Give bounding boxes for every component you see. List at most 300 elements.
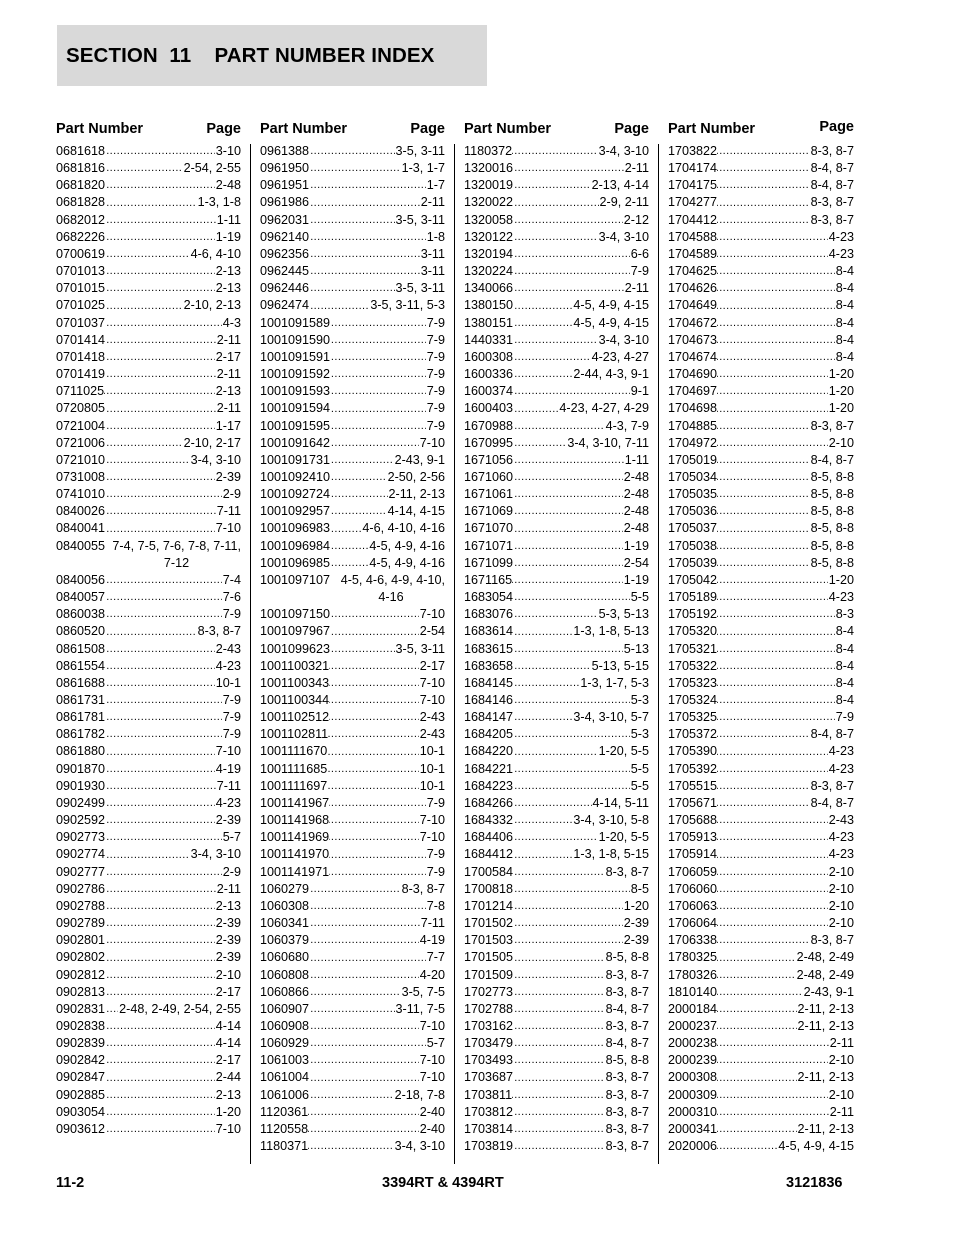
- page-refs: [513, 1035, 649, 1052]
- page-refs-text: 2-48: [623, 487, 649, 502]
- page-refs-text: 2-10: [828, 1087, 854, 1102]
- page-refs: [717, 366, 854, 383]
- part-number: 1001091595: [260, 418, 331, 433]
- column-header: [56, 119, 241, 143]
- index-row: [668, 932, 854, 949]
- part-number: 0962031: [260, 212, 310, 227]
- page-refs: [717, 1121, 854, 1138]
- part-number: 0860520: [56, 624, 106, 639]
- page-refs-text: 4-6, 4-10: [190, 246, 241, 261]
- part-number: 1671071: [464, 538, 514, 553]
- index-row: [464, 332, 649, 349]
- index-row: [464, 915, 649, 932]
- part-number: 2020006: [668, 1139, 718, 1154]
- page-refs-text: 7-9: [426, 401, 445, 416]
- index-row: [56, 984, 241, 1001]
- page-refs-text: 4-5, 4-9, 4-15: [778, 1139, 854, 1154]
- page-refs: [105, 641, 241, 658]
- index-row: [464, 194, 649, 211]
- index-row: [668, 315, 854, 332]
- page-refs-text: 1-20: [828, 384, 854, 399]
- page-refs-text: 4-23: [828, 229, 854, 244]
- part-number: 1705038: [668, 538, 718, 553]
- part-number: 2000184: [668, 1001, 718, 1016]
- column-header: [260, 119, 445, 143]
- page-refs: [513, 846, 649, 863]
- page-refs: [308, 1138, 445, 1155]
- index-column-3: [464, 119, 649, 1155]
- page-refs: [104, 383, 241, 400]
- page-refs: [513, 486, 649, 503]
- index-row: [668, 452, 854, 469]
- index-row: [464, 743, 649, 760]
- page-refs: [309, 143, 445, 160]
- page-refs: [309, 915, 445, 932]
- page-refs-text: 2-43: [419, 710, 445, 725]
- page-refs: [513, 1069, 649, 1086]
- part-number: 0902786: [56, 881, 106, 896]
- index-row: [260, 641, 445, 658]
- page-refs-text: 8-4: [835, 658, 854, 673]
- part-number: 1704626: [668, 281, 718, 296]
- index-row: [56, 486, 241, 503]
- page-refs: [717, 846, 854, 863]
- page-refs-text: 2-10: [828, 916, 854, 931]
- index-row: [464, 435, 649, 452]
- page-refs: [513, 864, 649, 881]
- page-refs-text: 2-39: [215, 469, 241, 484]
- part-number: 1684146: [464, 693, 514, 707]
- page-refs: [309, 212, 445, 229]
- part-number: 1001092724: [260, 487, 331, 502]
- index-row: [260, 1104, 445, 1121]
- index-row: [260, 366, 445, 383]
- page-refs: [105, 778, 241, 795]
- page-refs: [513, 538, 649, 555]
- page-refs: [309, 967, 445, 984]
- index-row: [668, 143, 854, 160]
- page-refs-text: 2-13: [215, 281, 241, 296]
- part-number: 1671056: [464, 452, 514, 467]
- page-refs-text: 7-10: [419, 607, 445, 622]
- index-row: [260, 246, 445, 263]
- index-row: [464, 572, 649, 589]
- page-refs: [717, 572, 854, 589]
- page-refs: [330, 486, 445, 503]
- index-row: [464, 469, 649, 486]
- page-refs-text: 8-4: [835, 641, 854, 656]
- index-list: [668, 143, 854, 1155]
- index-row: [56, 469, 241, 486]
- page-refs-text: 2-17: [215, 1053, 241, 1068]
- page-refs: [105, 932, 241, 949]
- page-refs: [105, 503, 241, 520]
- column-divider: [658, 144, 659, 1164]
- page-refs-text: 8-3, 8-7: [605, 984, 649, 999]
- part-number: 1001141970: [260, 847, 330, 862]
- index-row: [668, 743, 854, 760]
- page-refs-text: 7-10: [419, 693, 445, 707]
- page-refs-text: 1-3, 1-7: [401, 161, 445, 176]
- index-row: [668, 778, 854, 795]
- part-number: 1705390: [668, 744, 718, 759]
- part-number: 1001096985: [260, 555, 331, 570]
- part-number: 1683615: [464, 641, 514, 656]
- page-refs: [105, 829, 241, 846]
- part-number: 1320224: [464, 264, 514, 279]
- index-row: [464, 726, 649, 743]
- part-number: 0902774: [56, 847, 106, 862]
- page-refs-text: 4-23: [215, 658, 241, 673]
- page-refs: [105, 177, 241, 194]
- part-number: 1810140: [668, 984, 718, 999]
- index-row: [56, 366, 241, 383]
- part-number: 1705037: [668, 521, 718, 536]
- page-refs: [105, 726, 241, 743]
- page-refs-text: 7-10: [419, 1018, 445, 1033]
- part-number: 2000239: [668, 1053, 718, 1068]
- page-refs: [105, 846, 241, 863]
- page-refs: [330, 315, 445, 332]
- index-row: [464, 177, 649, 194]
- index-row: [260, 177, 445, 194]
- page-refs-text: 2-11: [216, 401, 241, 416]
- index-row: [668, 212, 854, 229]
- part-number: 1001100343: [260, 675, 330, 690]
- part-number: 0701025: [56, 298, 106, 313]
- part-number: 0681820: [56, 178, 106, 193]
- page-refs-text: 2-9: [222, 487, 241, 502]
- part-number: 1704175: [668, 178, 718, 193]
- page-refs-text: 2-44: [215, 1070, 241, 1085]
- part-number: 0962446: [260, 281, 310, 296]
- page-refs-text: 8-4, 8-7: [605, 1001, 649, 1016]
- page-refs: [105, 572, 241, 589]
- page-refs-text: 2-17: [215, 984, 241, 999]
- page-refs-text: 4-23, 4-27: [591, 349, 649, 364]
- index-list: [56, 143, 241, 1138]
- page-refs: [330, 332, 445, 349]
- page-refs: [105, 263, 241, 280]
- page-refs-text: 2-43, 9-1: [394, 452, 445, 467]
- part-number: 0840055: [56, 538, 106, 553]
- page-refs: [513, 658, 649, 675]
- part-number: 0902777: [56, 864, 106, 879]
- page-refs-text: 2-10: [215, 967, 241, 982]
- index-row: [668, 555, 854, 572]
- part-number: 2000309: [668, 1087, 718, 1102]
- index-row: [668, 658, 854, 675]
- part-number: 1600374: [464, 384, 514, 399]
- page-refs-text: 5-3: [630, 727, 649, 742]
- page-refs: [513, 778, 649, 795]
- page-refs-text: 3-4, 3-10: [190, 847, 241, 862]
- index-row: [668, 915, 854, 932]
- page-refs-text: 3-5, 7-5: [401, 984, 445, 999]
- part-number: 1706063: [668, 898, 718, 913]
- index-row: [56, 898, 241, 915]
- part-number: 1320019: [464, 178, 514, 193]
- part-number: 0902831: [56, 1001, 106, 1016]
- index-row: [464, 675, 649, 692]
- part-number: 1001141967: [260, 795, 330, 810]
- index-row: [668, 469, 854, 486]
- page-refs-text: 6-6: [630, 246, 649, 261]
- part-number: 1683054: [464, 590, 514, 605]
- part-number: 1001111685: [260, 761, 328, 776]
- part-number: 0902847: [56, 1070, 106, 1085]
- page-refs: [105, 280, 241, 297]
- page-refs-text: 8-3, 8-7: [810, 778, 854, 793]
- part-number: 1701214: [464, 898, 514, 913]
- page-refs: [105, 1069, 241, 1086]
- page-refs-text: 8-3, 8-7: [810, 195, 854, 210]
- index-row: [56, 143, 241, 160]
- page-refs: [309, 1018, 445, 1035]
- page-refs-text: 8-5, 8-8: [810, 521, 854, 536]
- index-row: [668, 984, 854, 1001]
- part-number: 1704672: [668, 315, 718, 330]
- page-refs-text: 2-43: [828, 813, 854, 828]
- part-number: 1705320: [668, 624, 718, 639]
- part-number: 1001141971: [260, 864, 330, 879]
- part-number: 1703811: [464, 1087, 513, 1102]
- page-refs: [717, 452, 854, 469]
- page-refs: [513, 967, 649, 984]
- page-refs-text: 2-13, 4-14: [591, 178, 649, 193]
- page-refs-text: 8-5, 8-8: [810, 504, 854, 519]
- page-refs-text: 2-11, 2-13: [797, 1001, 854, 1016]
- page-refs-text: 2-54: [419, 624, 445, 639]
- page-refs-text: 2-43: [215, 641, 241, 656]
- page-refs: [105, 143, 241, 160]
- part-number: 1703162: [464, 1018, 514, 1033]
- part-number: 1320122: [464, 229, 514, 244]
- page-refs-text: 2-13: [215, 264, 241, 279]
- part-number: 1670995: [464, 435, 514, 450]
- index-row: [668, 795, 854, 812]
- part-number: 0731008: [56, 469, 106, 484]
- part-number: 0962445: [260, 264, 310, 279]
- page-refs-text: 2-54, 2-55: [183, 161, 241, 176]
- page-refs: [717, 641, 854, 658]
- page-refs-text: 4-14, 5-11: [592, 795, 649, 810]
- part-number: 0861880: [56, 744, 106, 759]
- page-refs-text: 10-1: [419, 778, 445, 793]
- part-number: 0861688: [56, 675, 106, 690]
- page-refs: [512, 143, 649, 160]
- page-refs-text: 4-5, 4-9, 4-16: [369, 555, 445, 570]
- index-row: [464, 761, 649, 778]
- part-number: 1060341: [260, 916, 310, 931]
- page-refs-text: 4-19: [215, 761, 241, 776]
- page-refs-text: 8-5, 8-8: [605, 950, 649, 965]
- index-row: [668, 177, 854, 194]
- page-refs: [309, 280, 445, 297]
- part-number: 1703814: [464, 1121, 514, 1136]
- index-row: [260, 829, 445, 846]
- part-number: 0903054: [56, 1104, 106, 1119]
- part-number: 1061003: [260, 1053, 310, 1068]
- index-row: [260, 864, 445, 881]
- part-number: 1001100321: [260, 658, 330, 673]
- page-refs: [309, 160, 445, 177]
- part-number: 1704972: [668, 435, 718, 450]
- part-number: 1701502: [464, 916, 514, 931]
- page-refs-text: 2-50, 2-56: [387, 469, 445, 484]
- page-refs: [105, 967, 241, 984]
- page-refs: [105, 418, 241, 435]
- page-refs-text: 5-3, 5-13: [598, 607, 649, 622]
- index-row: [668, 1104, 854, 1121]
- page-refs-text: 1-19: [623, 538, 649, 553]
- page-refs: [105, 812, 241, 829]
- index-row: [56, 160, 241, 177]
- part-number: 1780326: [668, 967, 718, 982]
- page-refs-text: 5-7: [426, 1036, 445, 1051]
- index-row: [56, 675, 241, 692]
- page-refs: [105, 915, 241, 932]
- index-row: [668, 761, 854, 778]
- part-number: 1001091590: [260, 332, 331, 347]
- page-refs: [717, 1069, 854, 1086]
- page-refs: [309, 984, 445, 1001]
- page-refs: [717, 280, 854, 297]
- page-refs-text: 7-4: [222, 572, 241, 587]
- part-number: 1683614: [464, 624, 514, 639]
- index-row: [260, 555, 445, 572]
- page-refs: [717, 435, 854, 452]
- index-row: [464, 1121, 649, 1138]
- page-refs: [717, 589, 854, 606]
- index-row: [260, 212, 445, 229]
- page-refs-text: 2-39: [215, 813, 241, 828]
- page-refs: [717, 418, 854, 435]
- page-refs-text: 8-4, 8-7: [810, 161, 854, 176]
- page-refs: [717, 263, 854, 280]
- page-refs: [513, 709, 649, 726]
- page-refs-text: 2-11: [624, 161, 649, 176]
- index-row: [668, 898, 854, 915]
- index-row: [464, 1001, 649, 1018]
- page-refs: [717, 726, 854, 743]
- part-number: 1700584: [464, 864, 514, 879]
- part-number: 1671165: [464, 572, 513, 587]
- page-refs: [513, 1018, 649, 1035]
- page-refs-text: 8-4: [835, 298, 854, 313]
- page-refs: [309, 263, 445, 280]
- part-number: 0721004: [56, 418, 106, 433]
- page-refs-text: 2-9: [222, 864, 241, 879]
- page-refs-text: 8-5, 8-8: [810, 555, 854, 570]
- index-row: [464, 846, 649, 863]
- page-refs: [717, 864, 854, 881]
- footer-doc-number: 3121836: [786, 1175, 843, 1191]
- part-number: 1705042: [668, 572, 718, 587]
- page-refs-text: 2-11: [420, 195, 445, 210]
- part-number: 1671099: [464, 555, 514, 570]
- part-number: 1704277: [668, 195, 718, 210]
- page-refs-text: 7-9: [835, 710, 854, 725]
- part-number: 1705324: [668, 693, 718, 707]
- page-refs: [717, 486, 854, 503]
- page-refs: [105, 194, 241, 211]
- index-row: [260, 383, 445, 400]
- page-refs-text: 7-9: [426, 349, 445, 364]
- part-number: 1320022: [464, 195, 514, 210]
- part-number: 1001141968: [260, 813, 330, 828]
- index-row: [56, 846, 241, 863]
- index-row: [260, 795, 445, 812]
- page-refs: [717, 743, 854, 760]
- index-row: [668, 692, 854, 709]
- page-refs: [717, 194, 854, 211]
- page-refs-text: 2-10: [828, 435, 854, 450]
- page-refs-text: 7-10: [419, 1053, 445, 1068]
- page-refs-text: 2-11: [829, 1036, 854, 1051]
- part-number: 1703819: [464, 1139, 514, 1154]
- page-refs-text: 8-3, 8-7: [810, 418, 854, 433]
- index-row: [464, 486, 649, 503]
- page-refs-text: 3-5, 3-11: [395, 281, 445, 296]
- index-row: [56, 932, 241, 949]
- page-refs: [309, 949, 445, 966]
- index-row: [56, 641, 241, 658]
- column-header: [464, 119, 649, 143]
- page-refs-text: 7-9: [426, 847, 445, 862]
- index-row: [668, 366, 854, 383]
- page-refs: [105, 469, 241, 486]
- part-number: 2000237: [668, 1018, 718, 1033]
- index-row: [464, 864, 649, 881]
- page-refs-text: 4-5, 4-9, 4-15: [573, 298, 649, 313]
- part-number: 1705372: [668, 727, 718, 742]
- index-row: [56, 194, 241, 211]
- part-number: 0861731: [56, 693, 106, 707]
- page-refs-text: 2-48: [215, 178, 241, 193]
- page-refs-text: 7-10: [419, 435, 445, 450]
- index-row: [260, 898, 445, 915]
- page-refs-text: 1-20: [828, 572, 854, 587]
- page-refs: [105, 898, 241, 915]
- part-number: 1684223: [464, 778, 514, 793]
- part-number: 1704885: [668, 418, 718, 433]
- index-row: [56, 400, 241, 417]
- index-row: [56, 383, 241, 400]
- page-refs-text: 2-48: [623, 521, 649, 536]
- part-number: 1001091731: [260, 452, 331, 467]
- page-refs: [513, 400, 649, 417]
- page-refs-text: 7-9: [426, 367, 445, 382]
- page-refs: [330, 572, 445, 606]
- page-refs: [513, 555, 649, 572]
- index-row: [464, 984, 649, 1001]
- page-refs: [513, 160, 649, 177]
- index-row: [668, 1069, 854, 1086]
- page-refs: [717, 795, 854, 812]
- part-number: 1684332: [464, 813, 514, 828]
- page-refs-text: 3-4, 3-10: [598, 332, 649, 347]
- part-number: 1700818: [464, 881, 514, 896]
- index-row: [668, 606, 854, 623]
- part-number: 0682012: [56, 212, 106, 227]
- page-refs-text: 3-5, 3-11, 5-3: [370, 298, 445, 313]
- index-row: [464, 967, 649, 984]
- index-row: [260, 538, 445, 555]
- index-row: [464, 641, 649, 658]
- page-refs-text: 1-20: [828, 401, 854, 416]
- page-refs-text: 2-39: [215, 950, 241, 965]
